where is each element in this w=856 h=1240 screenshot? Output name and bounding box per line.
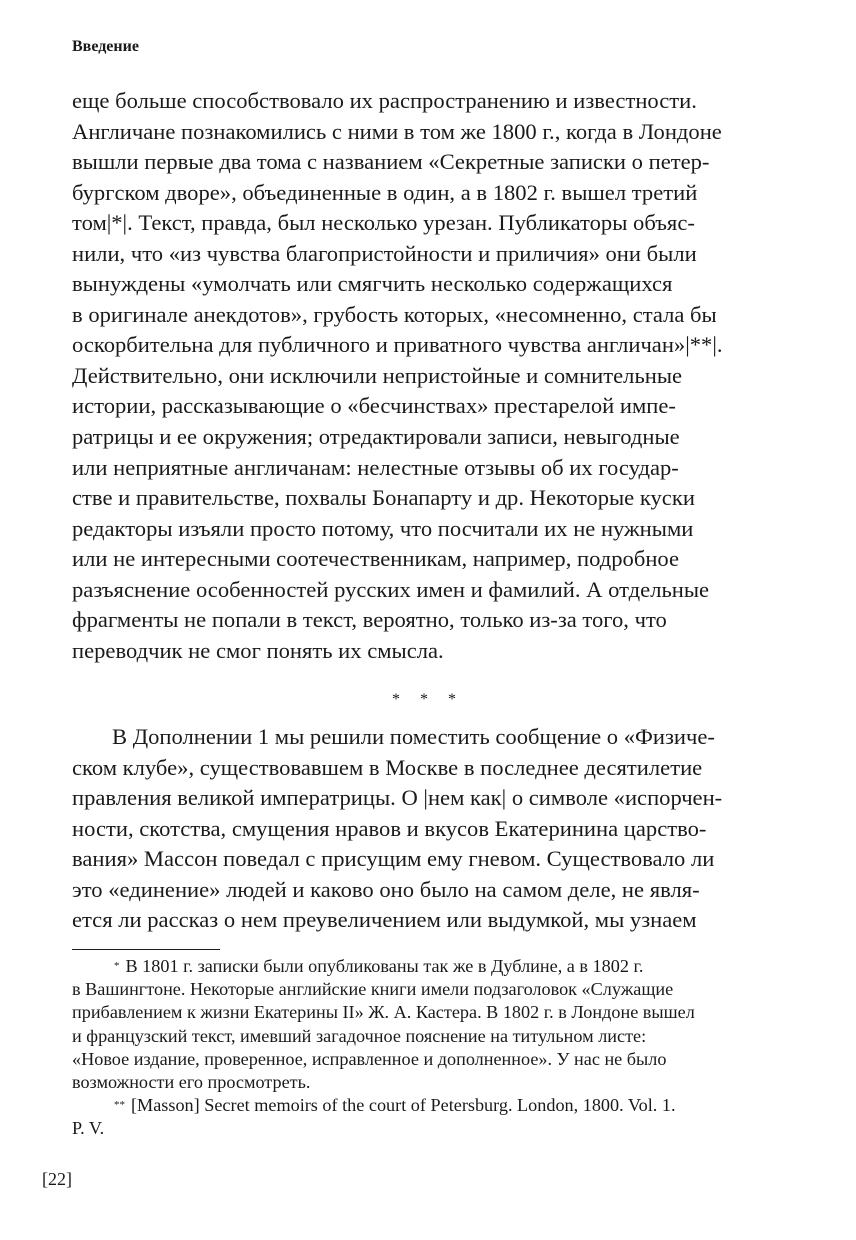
footnote-text: возможности его просмотреть. — [72, 1071, 311, 1092]
text-line: это «единение» людей и каково оно было на самом деле, не явля- — [72, 876, 700, 902]
paragraph-1 — [72, 86, 786, 666]
paragraph-2 — [72, 722, 786, 936]
text-line: редакторы изъяли просто потому, что посчитали их не нужными — [72, 515, 694, 541]
text-line: Действительно, они исключили непристойные и сомнительные — [72, 362, 683, 388]
footnote-1-line — [72, 955, 786, 978]
footnote-text: и французский текст, имевший загадочное пояснение на титульном листе: — [72, 1025, 647, 1046]
section-break: * * * — [392, 691, 464, 708]
text-line: ратрицы и ее окружения; отредактировали записи, невыгодные — [72, 424, 680, 450]
text-line: или не интересными соотечественникам, например, подробное — [72, 546, 680, 572]
footnote-2-line — [72, 1094, 786, 1117]
text-line: оскорбительна для публичного и приватного чувства англичан»|**|. — [72, 332, 723, 358]
text-line: разъяснение особенностей русских имен и фамилий. А отдельные — [72, 576, 710, 602]
footnote-marker: ** — [114, 1099, 125, 1112]
text-line: стве и правительстве, похвалы Бонапарту и др. Некоторые куски — [72, 485, 695, 511]
footnote-text: «Новое издание, проверенное, исправленное и дополненное». У нас не было — [72, 1048, 667, 1069]
text-line: ется ли рассказ о нем преувеличением или выдумкой, мы узнаем — [72, 907, 697, 933]
text-line: Англичане познакомились с ними в том же 1800 г., когда в Лондоне — [72, 118, 722, 144]
text-line: ском клубе», существовавшем в Москве в последнее десятилетие — [72, 754, 703, 780]
running-head: Введение — [72, 38, 139, 55]
text-line: вания» Массон поведал с присущим ему гневом. Существовало ли — [72, 846, 715, 872]
footnotes — [72, 955, 786, 1141]
text-line: нили, что «из чувства благопристойности и приличия» они были — [72, 240, 697, 266]
footnote-text: в Вашингтоне. Некоторые английские книги имели подзаголовок «Служащие — [72, 979, 674, 1000]
text-line: В Дополнении 1 мы решили поместить сообщение о «Физиче- — [112, 724, 715, 749]
text-line: переводчик не смог понять их смысла. — [72, 637, 444, 663]
text-line: том|*|. Текст, правда, был несколько урезан. Публикаторы объяс- — [72, 210, 695, 236]
text-line: вынуждены «умолчать или смягчить несколько содержащихся — [72, 271, 673, 297]
footnote-text: P. V. — [72, 1118, 105, 1139]
text-line: еще больше способствовало их распространению и известности. — [72, 88, 697, 113]
text-line: фрагменты не попали в текст, вероятно, только из-за того, что — [72, 607, 667, 633]
footnote-marker: * — [114, 960, 120, 972]
text-line: правления великой императрицы. О |нем как| о символе «испорчен- — [72, 785, 723, 811]
text-line: истории, рассказывающие о «бесчинствах» престарелой импе- — [72, 393, 676, 419]
text-line: или неприятные англичанам: нелестные отзывы об их государ- — [72, 454, 679, 480]
text-line: вышли первые два тома с названием «Секретные записки о петер- — [72, 149, 710, 175]
page-number: [22] — [42, 1169, 72, 1189]
footnote-text: [Masson] Secret memoirs of the court of Petersburg. London, 1800. Vol. 1. — [131, 1095, 676, 1116]
footnote-text: В 1801 г. записки были опубликованы так же в Дублине, а в 1802 г. — [125, 956, 644, 976]
footnote-text: прибавлением к жизни Екатерины II» Ж. А. Кастера. В 1802 г. в Лондоне вышел — [72, 1002, 695, 1023]
text-line: бургском дворе», объединенные в один, а в 1802 г. вышел третий — [72, 179, 698, 205]
text-line: в оригинале анекдотов», грубость которых, «несомненно, стала бы — [72, 301, 717, 327]
text-line: ности, скотства, смущения нравов и вкусов Екатеринина царство- — [72, 815, 707, 841]
footnote-rule — [72, 949, 220, 950]
